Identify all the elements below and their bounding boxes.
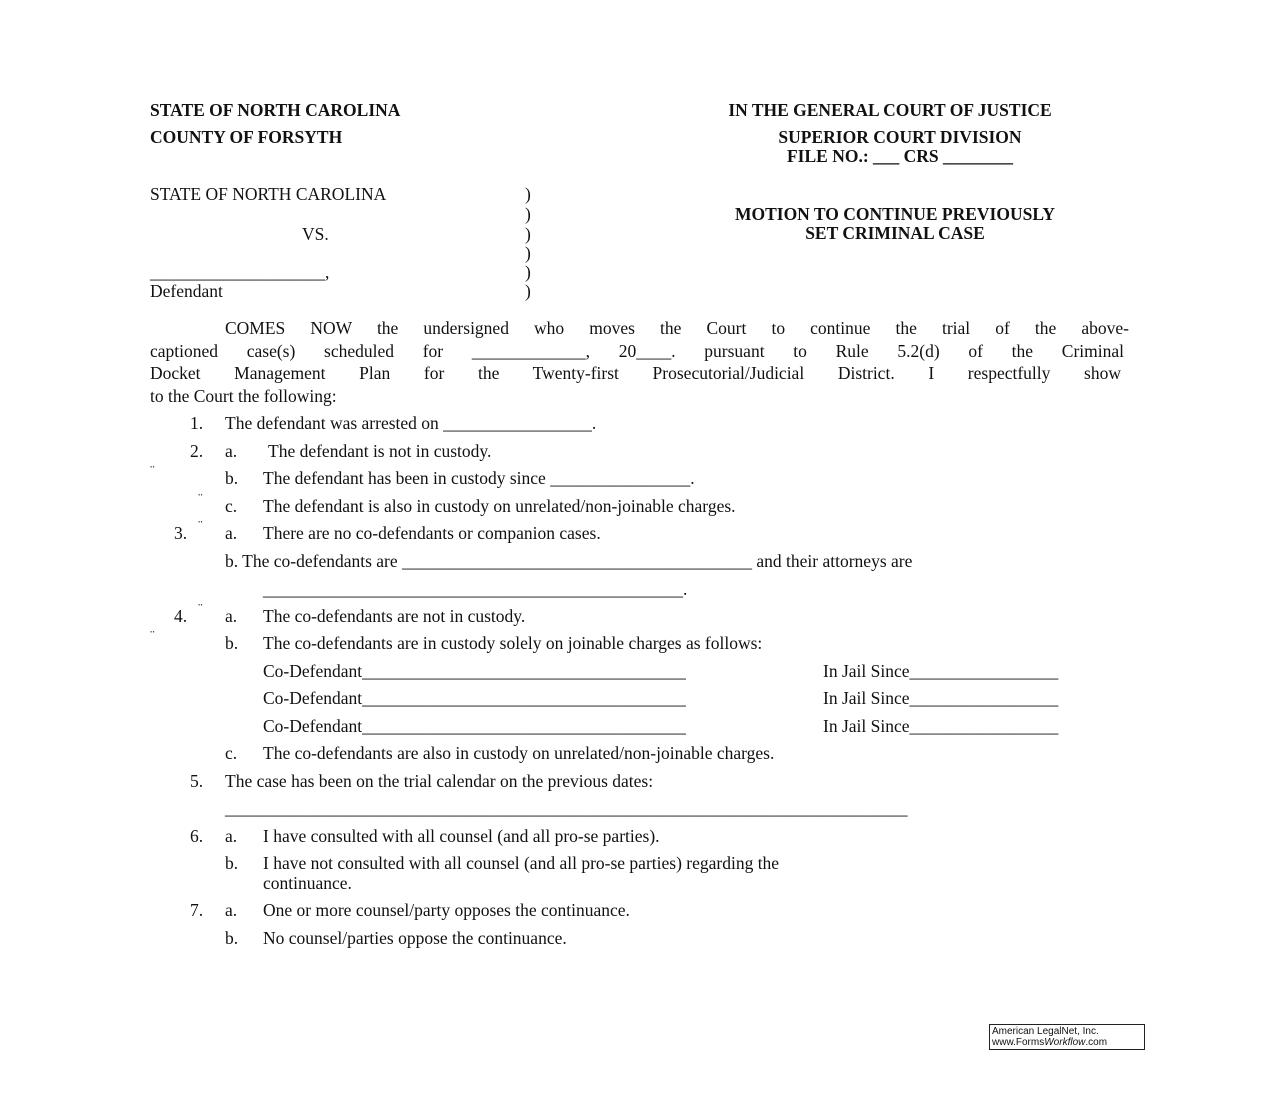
sub-letter: b. bbox=[225, 468, 239, 488]
codefendant-field[interactable]: Co-Defendant_____________________________________ bbox=[263, 688, 686, 708]
jail-since-field[interactable]: In Jail Since_________________ bbox=[823, 661, 1059, 681]
versus: VS. bbox=[302, 224, 329, 244]
plaintiff: STATE OF NORTH CAROLINA bbox=[150, 184, 387, 204]
item-2b-text[interactable]: The defendant has been in custody since ________________. bbox=[263, 468, 695, 488]
motion-title-line2: SET CRIMINAL CASE bbox=[805, 223, 985, 243]
sub-letter: a. bbox=[225, 826, 238, 846]
caption-paren: ) bbox=[525, 204, 531, 224]
sub-letter: b. bbox=[225, 928, 239, 948]
checkbox-icon[interactable]: ¨ bbox=[198, 602, 203, 617]
county-heading: COUNTY OF FORSYTH bbox=[150, 127, 343, 147]
caption-paren: ) bbox=[525, 243, 531, 263]
sub-letter: a. bbox=[225, 606, 238, 626]
jail-since-field[interactable]: In Jail Since_________________ bbox=[823, 688, 1059, 708]
item-1-text[interactable]: The defendant was arrested on _________________. bbox=[225, 413, 597, 433]
caption-paren: ) bbox=[525, 262, 531, 282]
intro-line1: COMES NOW the undersigned who moves the Court to continue the trial of the above- bbox=[225, 318, 1129, 338]
item-6b-continuation: continuance. bbox=[263, 873, 352, 893]
url-part: www.Forms bbox=[992, 1037, 1045, 1048]
checkbox-icon[interactable]: ¨ bbox=[150, 629, 155, 644]
sub-letter: a. bbox=[225, 523, 238, 543]
item-number: 5. bbox=[190, 771, 204, 791]
item-4b-text[interactable]: The co-defendants are in custody solely on joinable charges as follows: bbox=[263, 633, 763, 653]
codefendant-field[interactable]: Co-Defendant_____________________________________ bbox=[263, 661, 686, 681]
intro-line2: captioned case(s) scheduled for _____________, 20____. pursuant to Rule 5.2(d) of the Criminal bbox=[150, 341, 1124, 361]
item-number: 3. bbox=[174, 523, 188, 543]
caption-paren: ) bbox=[525, 224, 531, 244]
sub-letter: c. bbox=[225, 743, 238, 763]
item-2a-text[interactable]: The defendant is not in custody. bbox=[268, 441, 492, 461]
item-6a-text[interactable]: I have consulted with all counsel (and all pro-se parties). bbox=[263, 826, 660, 846]
publisher-name: American LegalNet, Inc. bbox=[992, 1026, 1099, 1037]
item-number: 4. bbox=[174, 606, 188, 626]
defendant-label: Defendant bbox=[150, 281, 223, 301]
url-part: Workflow bbox=[1044, 1037, 1086, 1048]
item-3a-text[interactable]: There are no co-defendants or companion cases. bbox=[263, 523, 601, 543]
url-part: .com bbox=[1085, 1037, 1108, 1048]
item-number: 6. bbox=[190, 826, 204, 846]
item-number: 2. bbox=[190, 441, 204, 461]
intro-line4: to the Court the following: bbox=[150, 386, 337, 406]
item-7a-text[interactable]: One or more counsel/party opposes the continuance. bbox=[263, 900, 630, 920]
jail-since-field[interactable]: In Jail Since_________________ bbox=[823, 716, 1059, 736]
sub-letter: b. bbox=[225, 853, 239, 873]
sub-letter: c. bbox=[225, 496, 238, 516]
checkbox-icon[interactable]: ¨ bbox=[150, 464, 155, 479]
checkbox-icon[interactable]: ¨ bbox=[198, 492, 203, 507]
division-heading: SUPERIOR COURT DIVISION bbox=[778, 127, 1022, 147]
item-number: 7. bbox=[190, 900, 204, 920]
item-4a-text[interactable]: The co-defendants are not in custody. bbox=[263, 606, 526, 626]
item-7b-text[interactable]: No counsel/parties oppose the continuance. bbox=[263, 928, 567, 948]
court-heading: IN THE GENERAL COURT OF JUSTICE bbox=[728, 100, 1052, 120]
intro-line3: Docket Management Plan for the Twenty-first Prosecutorial/Judicial District. I respectfully show bbox=[150, 363, 1121, 383]
motion-title-line1: MOTION TO CONTINUE PREVIOUSLY bbox=[734, 204, 1056, 224]
sub-letter: b. bbox=[225, 633, 239, 653]
defendant-name-blank[interactable]: ____________________, bbox=[150, 262, 330, 282]
item-2c-text[interactable]: The defendant is also in custody on unrelated/non-joinable charges. bbox=[263, 496, 736, 516]
item-4c-text[interactable]: The co-defendants are also in custody on unrelated/non-joinable charges. bbox=[263, 743, 775, 763]
caption-paren: ) bbox=[525, 281, 531, 301]
item-5-text: The case has been on the trial calendar on the previous dates: bbox=[225, 771, 654, 791]
previous-dates-field[interactable]: ______________________________________________________________________________ bbox=[225, 798, 908, 818]
codefendant-field[interactable]: Co-Defendant_____________________________________ bbox=[263, 716, 686, 736]
item-6b-text[interactable]: I have not consulted with all counsel (and all pro-se parties) regarding the bbox=[263, 853, 780, 873]
sub-letter: a. bbox=[225, 441, 238, 461]
file-number: FILE NO.: ___ CRS ________ bbox=[786, 146, 1014, 166]
item-3b-text[interactable]: b. The co-defendants are ________________________________________ and their attorneys are bbox=[225, 551, 913, 571]
state-heading: STATE OF NORTH CAROLINA bbox=[150, 100, 401, 120]
publisher-stamp bbox=[989, 1024, 1145, 1050]
checkbox-icon[interactable]: ¨ bbox=[198, 519, 203, 534]
item-3b-continuation[interactable]: ________________________________________________. bbox=[263, 579, 688, 599]
sub-letter: a. bbox=[225, 900, 238, 920]
item-number: 1. bbox=[190, 413, 204, 433]
caption-paren: ) bbox=[525, 184, 531, 204]
publisher-url bbox=[992, 1037, 1142, 1048]
